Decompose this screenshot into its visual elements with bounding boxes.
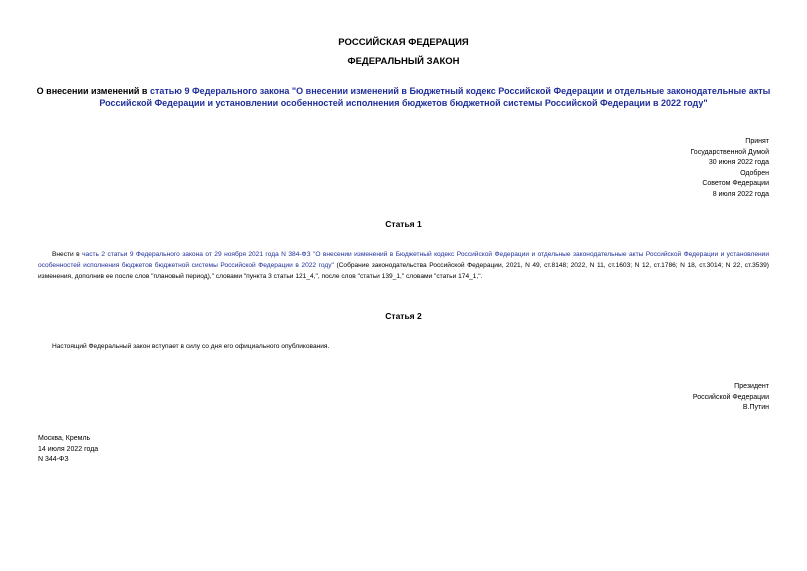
country-heading: РОССИЙСКАЯ ФЕДЕРАЦИЯ [338, 37, 469, 48]
adoption-line: Государственной Думой [690, 148, 769, 156]
article-1-link[interactable]: часть 2 статьи 9 Федерального закона от 29 ноября 2021 года N 384-ФЗ "О внесении изменений в Бюджетный кодекс Российской Федерации и отдельные законодательные акты Российской Федерации и установлении особенностей исполнения бюджетов бюджетной системы Российской Федерации в 2022 году" [38, 251, 769, 269]
law-number: N 344-ФЗ [38, 456, 69, 463]
article-1-text [38, 249, 769, 282]
place-line: Москва, Кремль [38, 435, 91, 442]
signature-name: В.Путин [742, 404, 769, 411]
approval-line: Одобрен [740, 169, 769, 177]
article-2-heading: Статья 2 [385, 311, 422, 321]
adoption-line: 30 июня 2022 года [708, 159, 769, 166]
signature-block [693, 382, 769, 414]
article-2-text: Настоящий Федеральный закон вступает в силу со дня его официального опубликования. [52, 343, 330, 350]
signature-line: Президент [734, 383, 769, 390]
article-1-text-start: Внести в [52, 251, 83, 258]
adoption-line: Принят [745, 138, 769, 145]
date-line: 14 июля 2022 года [38, 445, 99, 453]
article-1-heading: Статья 1 [385, 219, 422, 229]
law-title [30, 85, 777, 109]
doc-type-heading: ФЕДЕРАЛЬНЫЙ ЗАКОН [347, 56, 460, 67]
article-1-text-end: (Собрание законодательства Российской Федерации, 2021, N 49, ст.8148; 2022, N 11, ст.1603; N 12, ст.1786; N 18, ст.3014; N 22, ст.3539) изменения, дополнив ее после слов "плановый период)," словами "пункта 3 статьи 121_4,", после слов "статьи 139_1," словами "статьи 174_1,". [38, 262, 769, 280]
approval-line: 8 июля 2022 года [712, 190, 769, 198]
approval-line: Советом Федерации [702, 180, 769, 187]
adoption-block [690, 137, 769, 200]
signature-line: Российской Федерации [692, 393, 769, 401]
law-title-prefix: О внесении изменений в [36, 86, 150, 96]
place-date-block [38, 434, 98, 466]
law-title-link[interactable]: статью 9 Федерального закона "О внесении изменений в Бюджетный кодекс Российской Федерации и отдельные законодательные акты Российской Федерации и установлении особенностей исполнения бюджетов бюджетной системы Российской Федерации в 2022 году" [99, 86, 771, 108]
